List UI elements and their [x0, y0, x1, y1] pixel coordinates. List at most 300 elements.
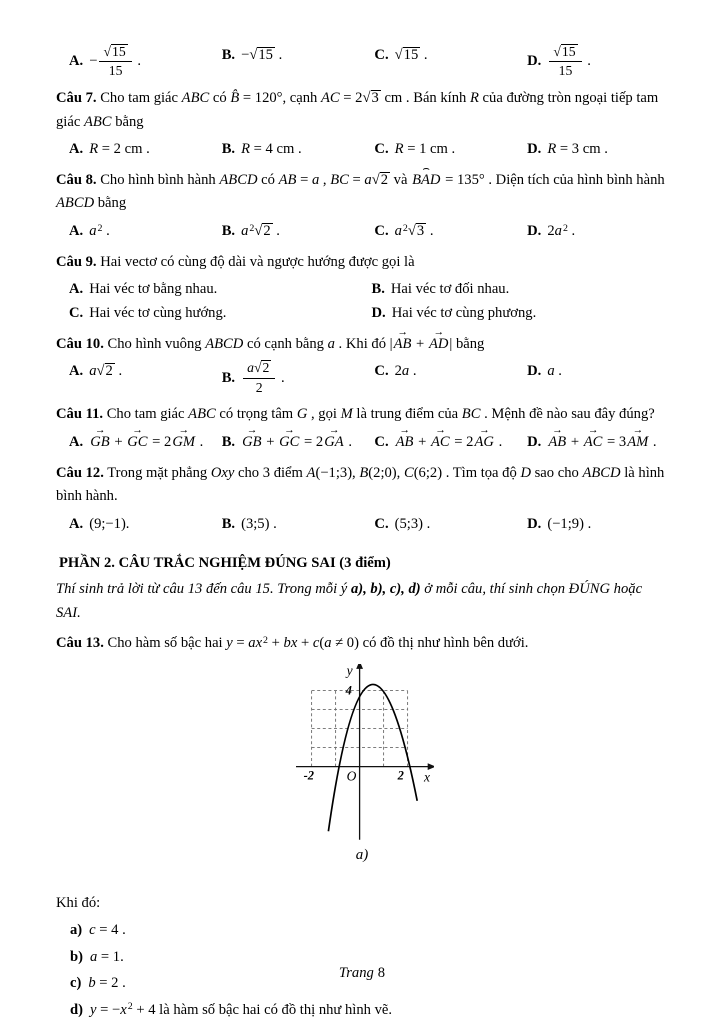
text: là hình bình hành.	[56, 464, 665, 505]
denominator	[549, 62, 581, 79]
angle-hat-notation: BAD ⌢	[411, 169, 441, 193]
text: = 4 cm .	[250, 141, 302, 158]
text: = 2	[148, 433, 172, 450]
option-content	[89, 363, 122, 379]
text: ≠ 0)	[331, 635, 359, 652]
text: = 3 cm .	[556, 141, 608, 158]
text: .	[409, 363, 417, 380]
text: .	[114, 363, 123, 380]
square-root	[249, 47, 275, 63]
text: bằng	[94, 195, 127, 212]
option-label: C.	[374, 223, 389, 240]
option-B	[222, 431, 369, 455]
cau12-question	[56, 462, 668, 509]
text: Cho tam giác	[103, 406, 189, 423]
vector-notation: AC →	[583, 431, 604, 455]
option-content	[89, 44, 141, 79]
math-italic: R	[469, 89, 479, 106]
option-label: D.	[527, 433, 542, 450]
text: +	[262, 433, 279, 450]
text: là trung điểm của	[352, 406, 462, 423]
cau13-graph	[56, 664, 668, 882]
math-italic: a	[311, 171, 320, 188]
text: +	[110, 433, 127, 450]
option-C	[374, 220, 521, 244]
text: = 4 .	[95, 921, 126, 938]
bold-text: Câu 13.	[56, 635, 104, 652]
text: −	[89, 53, 98, 70]
text: Cho hình bình hành	[96, 171, 220, 188]
option-content	[395, 434, 503, 450]
option-content	[391, 281, 509, 297]
statement-a	[70, 919, 668, 943]
cau9-question	[56, 251, 668, 275]
math-italic: ABCD	[219, 171, 258, 188]
text: .	[583, 53, 591, 70]
option-content	[241, 47, 282, 63]
radical-sign: √	[407, 223, 416, 240]
math-italic: ABCD	[205, 335, 244, 352]
text: = 135° . Diện tích của hình bình hành	[441, 171, 665, 188]
vector-notation: AB →	[547, 431, 567, 455]
option-content	[89, 281, 217, 297]
text: .	[420, 47, 428, 63]
text: = 1 cm .	[403, 141, 456, 158]
option-content	[89, 141, 150, 157]
text: + 4	[132, 1001, 156, 1018]
math-italic: BC	[461, 406, 481, 423]
option-label: C.	[69, 305, 84, 322]
parabola-graph	[290, 664, 434, 843]
vector-notation: AG →	[473, 431, 494, 455]
radical-sign: √	[362, 89, 371, 106]
math-italic: y	[226, 635, 233, 652]
text: bằng	[111, 113, 144, 130]
math-italic: a	[364, 171, 372, 188]
bold-text: Câu 10.	[56, 335, 104, 352]
text: 15	[108, 63, 123, 79]
text: +	[268, 635, 284, 652]
text: có cạnh bằng	[243, 335, 328, 352]
math-italic: G	[296, 406, 308, 423]
text: . Mệnh đề nào sau đây đúng?	[480, 406, 655, 423]
option-B	[222, 220, 369, 244]
vector-notation: GA →	[323, 431, 344, 455]
khi-do-text	[56, 892, 668, 916]
option-D	[527, 138, 668, 162]
page-footer	[0, 965, 724, 982]
text: sao cho	[530, 464, 583, 481]
option-content	[547, 44, 591, 79]
superscript: 2	[127, 1001, 133, 1013]
radical-sign: √	[394, 47, 403, 63]
math-italic: a	[324, 635, 332, 652]
option-A	[69, 220, 216, 244]
option-label: D.	[527, 515, 542, 532]
text: Trong mặt phẳng	[103, 464, 211, 481]
text: có	[209, 89, 231, 106]
radicand: 15	[258, 47, 273, 63]
option-content	[547, 223, 575, 239]
cau6-answer-options	[56, 44, 668, 80]
option-label: C.	[374, 141, 389, 158]
option-label: A.	[69, 515, 84, 532]
option-content	[547, 141, 608, 157]
vector-notation: GM →	[171, 431, 196, 455]
math-italic: B̂	[230, 89, 240, 106]
text: Hai véc tơ đối nhau.	[390, 281, 510, 298]
option-content	[241, 434, 352, 450]
text: (3;5) .	[241, 515, 277, 532]
text: = 1.	[97, 948, 124, 965]
text: −	[241, 47, 250, 63]
option-content	[89, 434, 203, 450]
math-italic: c	[312, 635, 320, 652]
text: = −	[96, 1001, 121, 1018]
text: = 3	[603, 433, 627, 450]
option-D	[372, 302, 669, 326]
option-D	[527, 513, 668, 537]
math-italic: R	[89, 141, 99, 158]
option-label: A.	[69, 281, 84, 298]
vector-notation: AB →	[395, 431, 415, 455]
option-label: B.	[221, 223, 236, 240]
text: (2;0),	[368, 464, 404, 481]
radicand: 15	[561, 44, 576, 59]
math-italic: R	[241, 141, 251, 158]
text: (9;−1).	[89, 515, 130, 532]
math-italic: c	[89, 921, 96, 938]
superscript: 2	[263, 634, 268, 646]
option-B	[222, 44, 369, 80]
math-italic: a	[247, 360, 254, 376]
text: của đường tròn ngoại tiếp tam giác	[56, 89, 659, 130]
option-label: A.	[69, 363, 84, 380]
text: |	[449, 335, 453, 352]
math-italic: ax	[248, 635, 263, 652]
text: có đồ thị như hình bên dưới.	[358, 635, 529, 652]
math-italic: a	[89, 363, 97, 380]
text: là hàm số bậc hai có đồ thị như hình vẽ.	[155, 1001, 392, 1018]
option-label: C.	[374, 433, 389, 450]
bold-text: Câu 8.	[56, 171, 97, 188]
text: (6;2) . Tìm tọa độ	[413, 464, 521, 481]
option-label: C.	[374, 363, 389, 380]
text: (	[319, 635, 325, 652]
option-B	[372, 278, 669, 302]
option-content	[241, 141, 302, 157]
text: = 120°, cạnh	[239, 89, 321, 106]
text: .	[344, 433, 352, 450]
option-label: B.	[221, 141, 236, 158]
text: = 2 .	[95, 975, 126, 992]
math-italic: A	[306, 464, 316, 481]
square-root	[372, 172, 390, 188]
vector-notation: AD →	[428, 333, 449, 357]
radicand: 3	[371, 89, 379, 106]
text: Cho hàm số bậc hai	[103, 635, 227, 652]
option-content	[547, 363, 562, 379]
text: .	[272, 223, 280, 240]
cau10-question	[56, 333, 668, 357]
y-axis-label: y	[346, 663, 353, 678]
radicand: 2	[263, 223, 271, 240]
radical-sign: √	[103, 44, 111, 59]
cau13-question	[56, 632, 668, 656]
superscript: 2	[562, 222, 568, 234]
option-content	[395, 141, 456, 157]
math-italic: B	[359, 464, 369, 481]
fraction	[243, 360, 275, 396]
square-root	[395, 47, 421, 63]
text: .	[426, 223, 434, 240]
cau9-answer-options	[56, 278, 668, 325]
option-D	[527, 44, 668, 80]
option-content	[547, 434, 656, 450]
radicand: 15	[403, 47, 419, 63]
cau11-question	[56, 403, 668, 427]
text: = 2	[450, 433, 474, 450]
bold-text: Câu 12.	[56, 464, 104, 481]
option-label: D.	[527, 53, 542, 70]
option-label: A.	[69, 223, 84, 240]
text: Hai véc tơ cùng phương.	[391, 305, 537, 322]
radical-sign: √	[96, 363, 105, 380]
square-root	[103, 44, 127, 59]
option-label: A.	[69, 433, 84, 450]
option-content	[89, 223, 110, 239]
option-content	[89, 516, 129, 532]
text: +	[567, 433, 583, 450]
option-content	[392, 305, 537, 321]
math-italic: AC	[321, 89, 340, 106]
text: = 2	[339, 89, 363, 106]
radicand: 2	[380, 171, 388, 188]
text: có trọng tâm	[215, 406, 297, 423]
vector-notation: GC →	[278, 431, 300, 455]
graph-caption: a)	[355, 846, 369, 863]
option-A	[69, 360, 216, 396]
fraction	[549, 44, 581, 80]
option-label: A.	[69, 53, 84, 70]
math-italic: AB	[278, 171, 297, 188]
radicand: 15	[111, 44, 126, 59]
text: +	[414, 433, 430, 450]
option-label: D.	[527, 223, 542, 240]
text: cho 3 điểm	[234, 464, 307, 481]
text: . Khi đó	[334, 335, 390, 352]
vector-notation: GB →	[89, 431, 110, 455]
statement-d	[70, 999, 668, 1023]
text: 2	[547, 223, 555, 240]
x-tick-neg2: -2	[303, 768, 315, 783]
numerator	[243, 360, 275, 378]
fraction	[99, 44, 131, 80]
text: +	[412, 335, 428, 352]
text: (−1;9) .	[547, 515, 592, 532]
vector-notation: GC →	[126, 431, 148, 455]
math-italic: a	[394, 223, 402, 240]
parabola-curve	[328, 684, 417, 831]
math-italic: ở mỗi câu, thí sinh chọn ĐÚNG hoặc SAI.	[56, 581, 643, 621]
option-D	[527, 220, 668, 244]
statement-label: c)	[70, 975, 82, 992]
text: +	[297, 635, 313, 652]
text: = 2	[300, 433, 324, 450]
y-tick-4: 4	[345, 683, 352, 698]
cau7-question	[56, 87, 668, 134]
text: 2	[255, 379, 263, 395]
text: Cho tam giác	[96, 89, 182, 106]
text: , gọi	[307, 406, 341, 423]
text: (5;3) .	[394, 515, 431, 532]
radical-sign: √	[254, 223, 263, 240]
math-italic: ABCD	[582, 464, 621, 481]
option-label: D.	[371, 305, 386, 322]
square-root	[254, 360, 271, 375]
cau7-answer-options	[56, 138, 668, 162]
text: Hai vectơ có cùng độ dài và ngược hướng được gọi là	[96, 253, 415, 270]
footer-label: Trang	[338, 965, 374, 981]
text: .	[274, 47, 283, 63]
option-C	[374, 360, 521, 396]
text: .	[494, 433, 503, 450]
radical-sign: √	[249, 47, 258, 63]
text: =	[348, 171, 365, 188]
math-italic: M	[340, 406, 353, 423]
bold-text: PHẦN 2. CÂU TRẮC NGHIỆM ĐÚNG SAI (3 điểm)	[59, 555, 391, 572]
math-italic: a	[89, 223, 97, 240]
option-A	[69, 138, 216, 162]
phan2-instructions	[56, 578, 668, 625]
math-italic: b	[88, 975, 96, 992]
text: Cho hình vuông	[103, 335, 206, 352]
math-italic: a	[401, 363, 410, 380]
math-italic: ABC	[181, 89, 210, 106]
option-C	[374, 431, 521, 455]
math-italic: a	[554, 223, 562, 240]
square-root	[254, 223, 272, 239]
math-italic: ABC	[83, 113, 112, 130]
option-label: B.	[221, 369, 236, 386]
option-label: A.	[69, 141, 84, 158]
option-label: B.	[221, 433, 236, 450]
radical-sign: √	[371, 171, 380, 188]
option-C	[374, 44, 521, 80]
radicand: 2	[262, 360, 270, 376]
option-content	[395, 47, 428, 63]
bold-text: Câu 7.	[56, 89, 97, 106]
cau10-answer-options	[56, 360, 668, 396]
option-content	[241, 360, 285, 395]
math-italic: x	[120, 1001, 127, 1018]
math-italic: a	[89, 948, 98, 965]
math-italic: Oxy	[210, 464, 235, 481]
math-italic: C	[403, 464, 414, 481]
text: Hai véc tơ cùng hướng.	[89, 305, 227, 322]
text: .	[277, 369, 285, 386]
option-D	[527, 360, 668, 396]
bold-text: Câu 11.	[56, 406, 104, 423]
math-italic: R	[394, 141, 404, 158]
option-D	[527, 431, 668, 455]
bold-text: Câu 9.	[56, 253, 97, 270]
math-italic: a	[547, 363, 555, 380]
option-content	[395, 223, 434, 239]
text: |	[389, 335, 393, 352]
text: .	[196, 433, 204, 450]
option-content	[89, 305, 226, 321]
option-C	[374, 513, 521, 537]
option-B	[222, 360, 369, 396]
text: có	[257, 171, 279, 188]
text: .	[649, 433, 657, 450]
option-A	[69, 278, 366, 302]
radicand: 3	[416, 223, 425, 240]
text: .	[567, 223, 576, 240]
text: .	[554, 363, 562, 380]
denominator	[99, 62, 131, 79]
text: .	[133, 53, 141, 70]
math-italic: BC	[330, 171, 349, 188]
origin-label: O	[346, 768, 357, 784]
superscript: 2	[97, 222, 103, 234]
option-A	[69, 44, 216, 80]
text: Hai véc tơ bằng nhau.	[89, 281, 218, 298]
text: 15	[558, 63, 573, 79]
math-italic: D	[520, 464, 531, 481]
denominator	[243, 379, 275, 396]
y-axis-arrow	[356, 664, 363, 669]
text: bằng	[452, 335, 485, 352]
math-italic: ABC	[188, 406, 216, 423]
statement-label: d)	[70, 1001, 83, 1018]
square-root	[408, 223, 426, 239]
option-content	[241, 223, 280, 239]
option-A	[69, 431, 216, 455]
cau8-answer-options	[56, 220, 668, 244]
math-italic: R	[547, 141, 557, 158]
vector-notation: AB →	[393, 333, 413, 357]
superscript: 2	[249, 222, 255, 234]
text: .	[102, 223, 110, 240]
math-italic: bx	[283, 635, 298, 652]
superscript: 2	[402, 222, 408, 234]
radical-sign: √	[253, 360, 262, 376]
text: cm . Bán kính	[380, 89, 470, 106]
numerator	[549, 44, 581, 62]
option-C	[69, 302, 366, 326]
radicand: 2	[105, 363, 113, 380]
option-B	[222, 138, 369, 162]
math-italic: Thí sinh trả lời từ câu 13 đến câu 15. Trong mỗi ý	[56, 581, 351, 598]
cau11-answer-options	[56, 431, 668, 455]
option-label: B.	[221, 515, 236, 532]
square-root	[553, 44, 577, 59]
option-content	[547, 516, 591, 532]
vector-notation: AM →	[626, 431, 649, 455]
text: =	[296, 171, 312, 188]
text: và	[390, 171, 412, 188]
option-label: C.	[374, 515, 389, 532]
text: 2	[394, 363, 402, 380]
x-tick-2: 2	[397, 768, 404, 783]
option-content	[241, 516, 277, 532]
option-A	[69, 513, 216, 537]
option-B	[222, 513, 369, 537]
option-label: B.	[371, 281, 385, 298]
phan2-header	[56, 552, 668, 576]
